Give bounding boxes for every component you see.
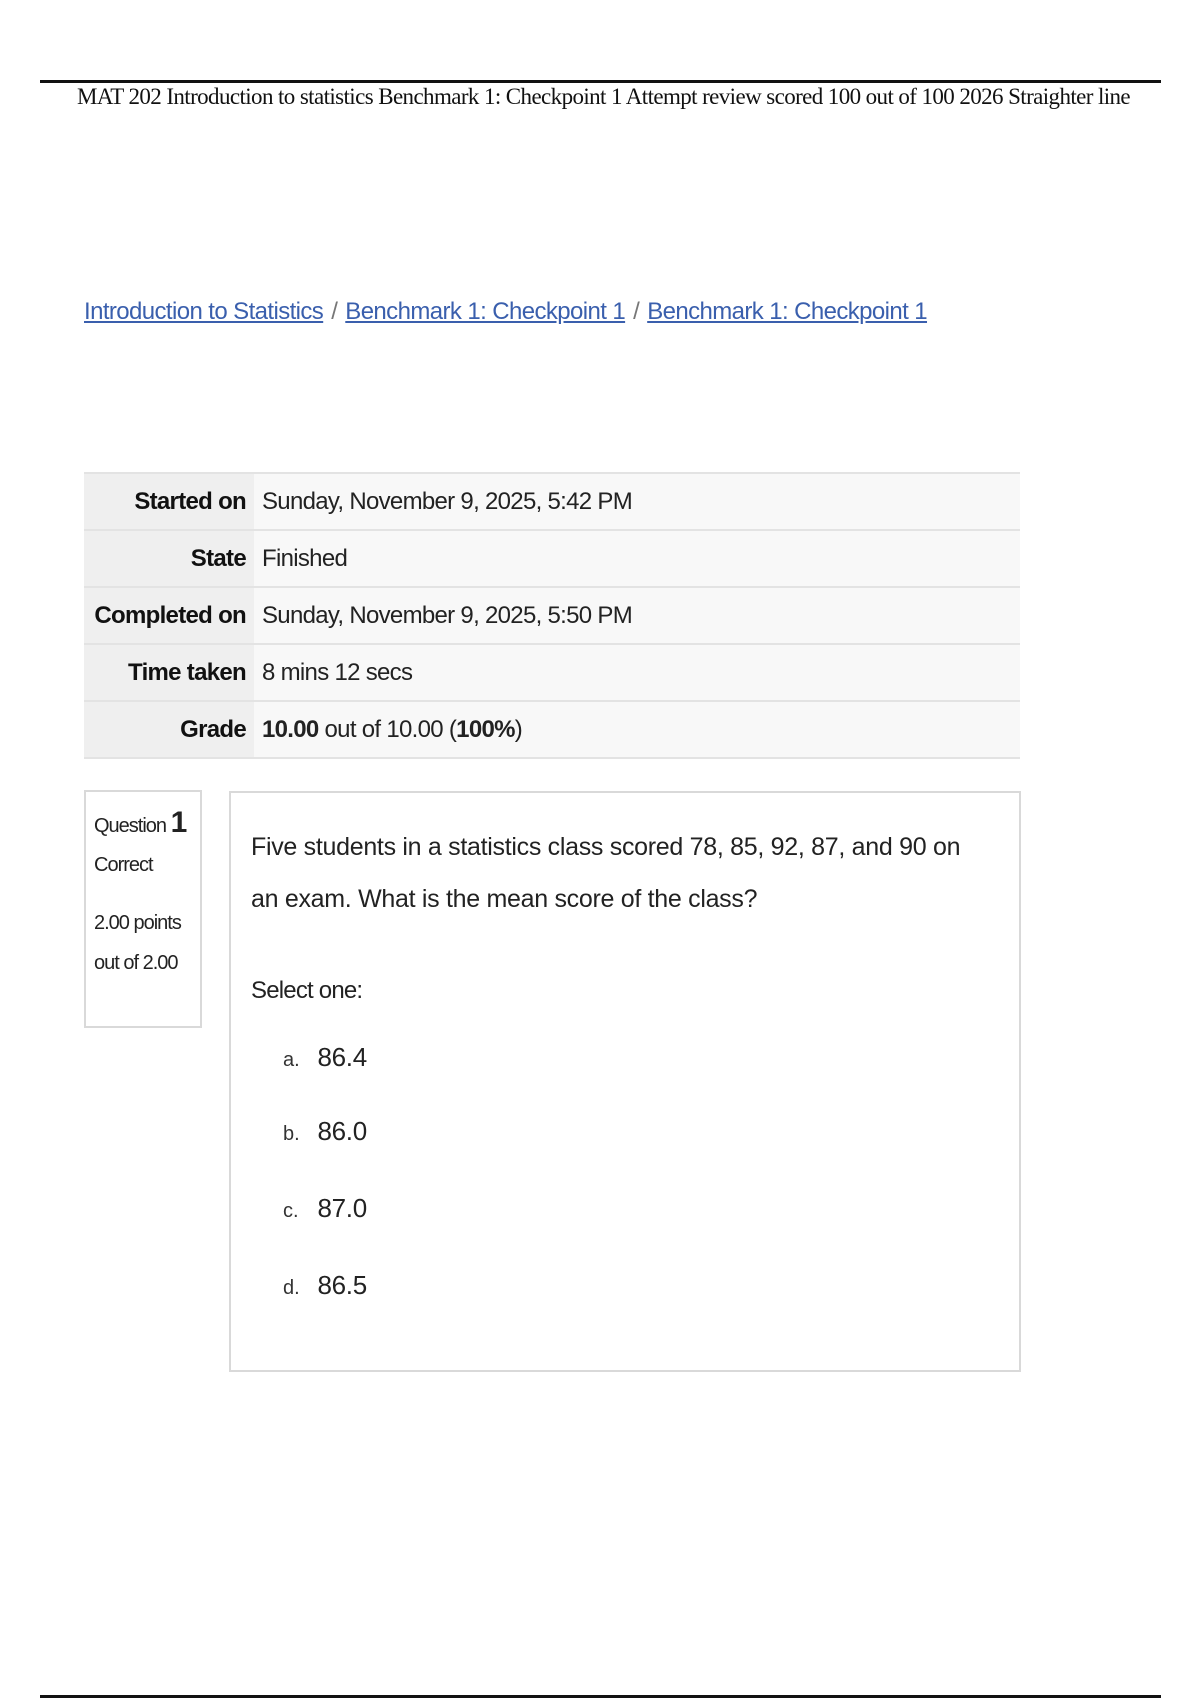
answer-value: 86.4 [317,1042,367,1072]
breadcrumb-course-link[interactable]: Introduction to Statistics [84,298,324,325]
document-title: MAT 202 Introduction to statistics Benchmark 1: Checkpoint 1 Attempt review scored 100 out of 100 2026 Straighter line [77,84,1131,109]
state-value: Finished [254,530,1020,587]
breadcrumb [84,298,927,326]
completed-on-value: Sunday, November 9, 2025, 5:50 PM [254,587,1020,644]
summary-row-time [84,644,1020,701]
question-info-panel [84,790,202,1028]
summary-row-started [84,473,1020,530]
answer-value: 86.0 [317,1116,367,1146]
summary-row-completed [84,587,1020,644]
question-label: Question [94,815,167,837]
grade-percent: 100% [456,715,515,743]
select-one-prompt: Select one: [251,977,363,1004]
state-label: State [84,530,254,587]
answer-letter: b. [283,1123,300,1145]
summary-row-state [84,530,1020,587]
grade-close: ) [514,715,523,743]
started-on-label: Started on [84,473,254,530]
answer-value: 86.5 [317,1270,367,1300]
answer-letter: a. [283,1049,300,1071]
time-taken-value: 8 mins 12 secs [254,644,1020,701]
breadcrumb-section-link[interactable]: Benchmark 1: Checkpoint 1 [345,298,626,325]
grade-score: 10.00 [262,715,319,743]
top-rule [40,80,1161,83]
breadcrumb-separator: / [633,298,640,325]
summary-row-grade [84,701,1020,758]
grade-value [254,701,1020,758]
completed-on-label: Completed on [84,587,254,644]
answer-option-a[interactable] [283,1042,367,1073]
answer-option-c[interactable] [283,1193,367,1224]
grade-label: Grade [84,701,254,758]
grade-out-of: out of 10.00 ( [318,715,457,743]
breadcrumb-separator: / [331,298,338,325]
question-text: Five students in a statistics class scored 78, 85, 92, 87, and 90 on an exam. What is the mean score of the class? [251,833,961,913]
answer-value: 87.0 [317,1193,367,1223]
answer-option-b[interactable] [283,1116,367,1147]
question-heading [94,806,192,840]
answer-option-d[interactable] [283,1270,367,1301]
question-points: 2.00 points out of 2.00 [94,912,181,974]
answer-letter: c. [283,1200,299,1222]
question-content-panel [229,791,1021,1372]
question-number: 1 [170,806,188,839]
question-status: Correct [94,854,153,876]
attempt-summary-table [84,472,1020,759]
breadcrumb-quiz-link[interactable]: Benchmark 1: Checkpoint 1 [647,298,928,325]
time-taken-label: Time taken [84,644,254,701]
answer-letter: d. [283,1277,300,1299]
bottom-rule [40,1695,1161,1698]
started-on-value: Sunday, November 9, 2025, 5:42 PM [254,473,1020,530]
